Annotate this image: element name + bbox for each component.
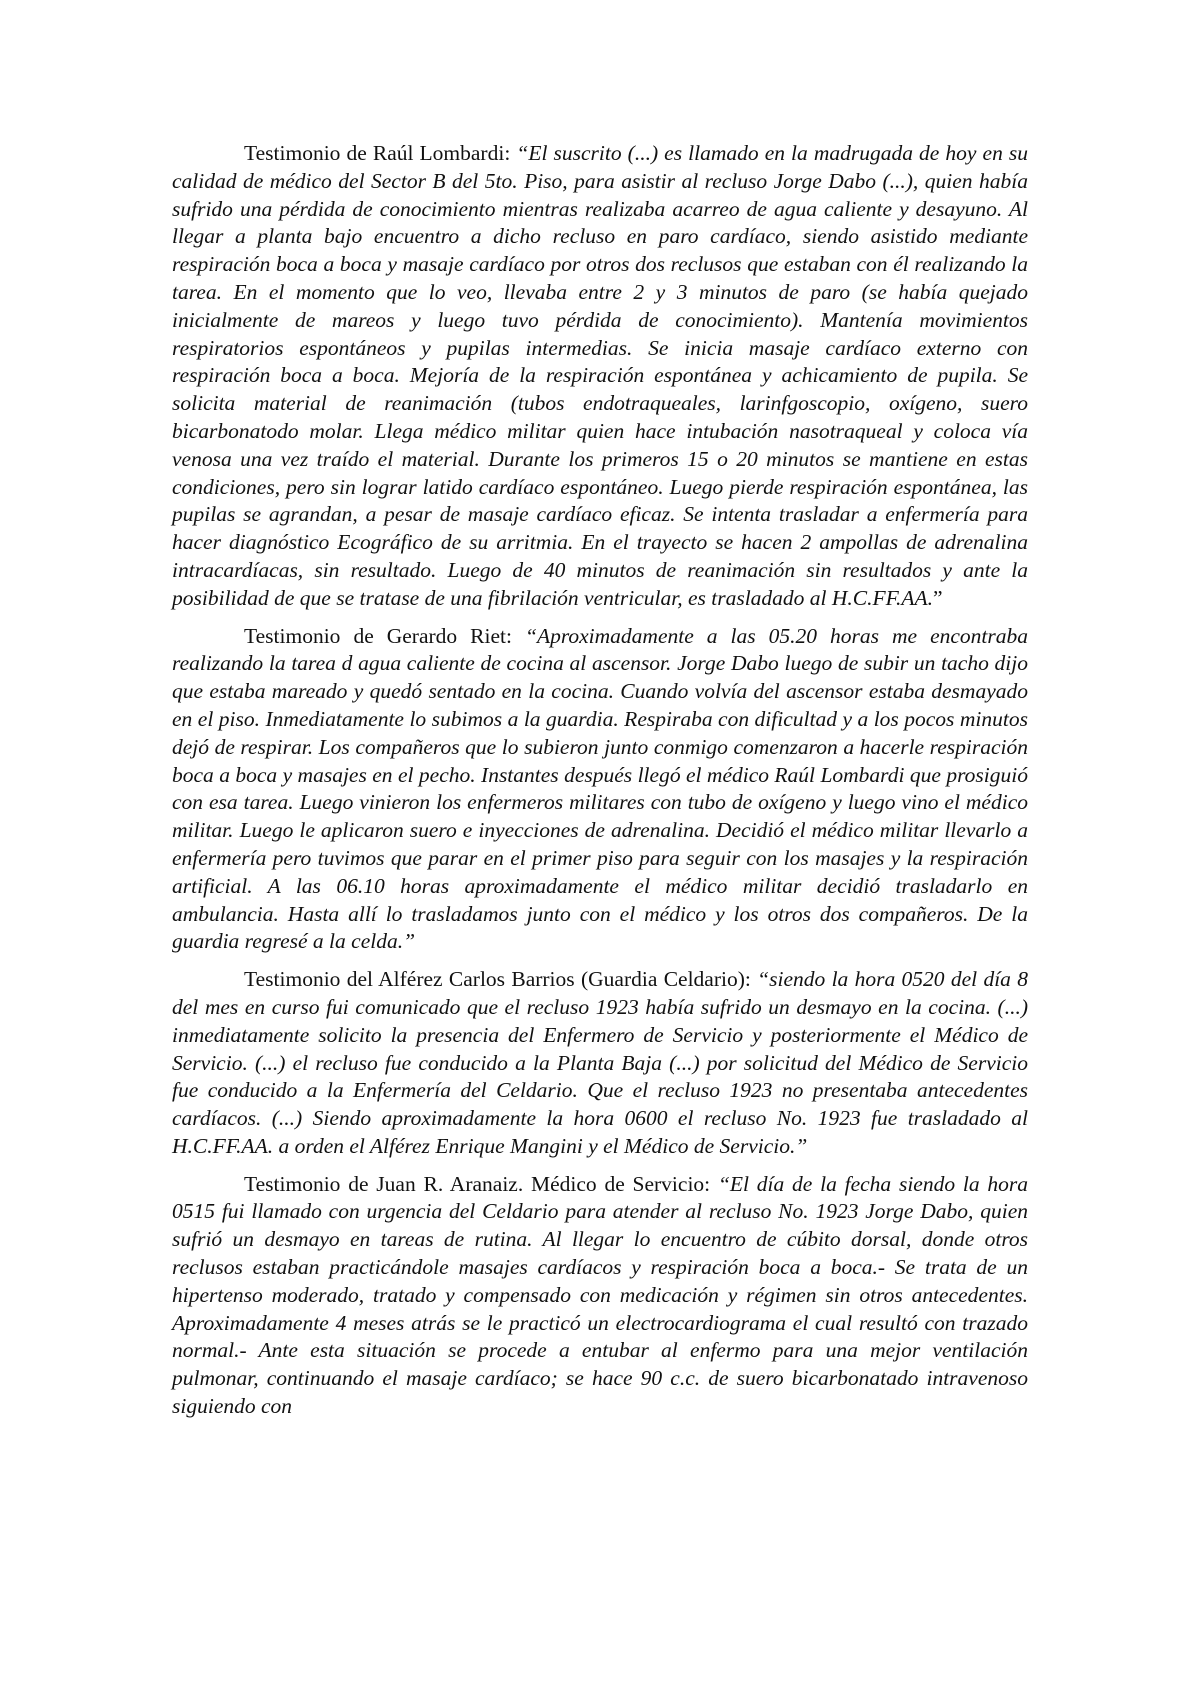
testimony-lead: Testimonio de Raúl Lombardi: [244, 141, 517, 165]
testimony-tail: ” [933, 585, 943, 610]
document-page [172, 140, 1028, 1421]
testimony-lead: Testimonio del Alférez Carlos Barrios (Guardia Celdario): [244, 967, 758, 992]
testimony-paragraph-lombardi [172, 140, 1028, 613]
testimony-paragraph-aranaiz [172, 1171, 1028, 1421]
testimony-quote: “siendo la hora 0520 del día 8 del mes en curso fui comunicado que el recluso 1923 había sufrido un desmayo en la cocina. (...) inmediatamente solicito la presencia del Enfermero de Servicio y posteriormente el Médico de Servicio. (...) el recluso fue conducido a la Planta Baja (...) por solicitud del Médico de Servicio fue conducido a la Enfermería del Celdario. Que el recluso 1923 no presentaba antecedentes cardíacos. (...) Siendo aproximadamente la hora 0600 el recluso No. 1923 fue trasladado al H.C.FF.AA. a orden el Alférez Enrique Mangini y el Médico de Servicio.” [172, 967, 1028, 1158]
testimony-paragraph-riet [172, 623, 1028, 957]
testimony-quote: “El suscrito (...) es llamado en la madrugada de hoy en su calidad de médico del Sector B del 5to. Piso, para asistir al recluso Jorge Dabo (...), quien había sufrido una pérdida de conocimiento mientras realizaba acarreo de agua caliente y desayuno. Al llegar a planta bajo encuentro a dicho recluso en paro cardíaco, siendo asistido mediante respiración boca a boca y masaje cardíaco por otros dos reclusos que estaban con él realizando la tarea. En el momento que lo veo, llevaba entre 2 y 3 minutos de paro (se había quejado inicialmente de mareos y luego tuvo pérdida de conocimiento). Mantenía movimientos respiratorios espontáneos y pupilas intermedias. Se inicia masaje cardíaco externo con respiración boca a boca. Mejoría de la respiración espontánea y achicamiento de pupila. Se solicita material de reanimación (tubos endotraqueales, larinfgoscopio, oxígeno, suero bicarbonatodo molar. Llega médico militar quien hace intubación nasotraqueal y coloca vía venosa una vez traído el material. Durante los primeros 15 o 20 minutos se mantiene en estas condiciones, pero sin lograr latido cardíaco espontáneo. Luego pierde respiración espontánea, las pupilas se agrandan, a pesar de masaje cardíaco eficaz. Se intenta trasladar a enfermería para hacer diagnóstico Ecográfico de su arritmia. En el trayecto se hacen 2 ampollas de adrenalina intracardíacas, sin resultado. Luego de 40 minutos de reanimación sin resultados y ante la posibilidad de que se tratase de una fibrilación ventricular, es trasladado al H.C.FF.AA. [172, 141, 1029, 610]
testimony-paragraph-barrios [172, 966, 1028, 1161]
testimony-lead: Testimonio de Juan R. Aranaiz. Médico de Servicio: [244, 1171, 718, 1196]
testimony-lead: Testimonio de Gerardo Riet: [244, 623, 525, 648]
testimony-quote: “Aproximadamente a las 05.20 horas me encontraba realizando la tarea d agua caliente de cocina al ascensor. Jorge Dabo luego de subir un tacho dijo que estaba mareado y quedó sentado en la cocina. Cuando volvía del ascensor estaba desmayado en el piso. Inmediatamente lo subimos a la guardia. Respiraba con dificultad y a los pocos minutos dejó de respirar. Los compañeros que lo subieron junto conmigo comenzaron a hacerle respiración boca a boca y masajes en el pecho. Instantes después llegó el médico Raúl Lombardi que prosiguió con esa tarea. Luego vinieron los enfermeros militares con tubo de oxígeno y luego vino el médico militar. Luego le aplicaron suero e inyecciones de adrenalina. Decidió el médico militar llevarlo a enfermería pero tuvimos que parar en el primer piso para seguir con los masajes y la respiración artificial. A las 06.10 horas aproximadamente el médico militar decidió trasladarlo en ambulancia. Hasta allí lo trasladamos junto con el médico y los otros dos compañeros. De la guardia regresé a la celda.” [172, 623, 1028, 954]
testimony-quote: “El día de la fecha siendo la hora 0515 fui llamado con urgencia del Celdario para atender al recluso No. 1923 Jorge Dabo, quien sufrió un desmayo en tareas de rutina. Al llegar lo encuentro de cúbito dorsal, donde otros reclusos estaban practicándole masajes cardíacos y respiración boca a boca.- Se trata de un hipertenso moderado, tratado y compensado con medicación y régimen sin otros antecedentes. Aproximadamente 4 meses atrás se le practicó un electrocardiograma el cual resultó con trazado normal.- Ante esta situación se procede a entubar al enfermo para una mejor ventilación pulmonar, continuando el masaje cardíaco; se hace 90 c.c. de suero bicarbonatado intravenoso siguiendo con [172, 1171, 1028, 1419]
